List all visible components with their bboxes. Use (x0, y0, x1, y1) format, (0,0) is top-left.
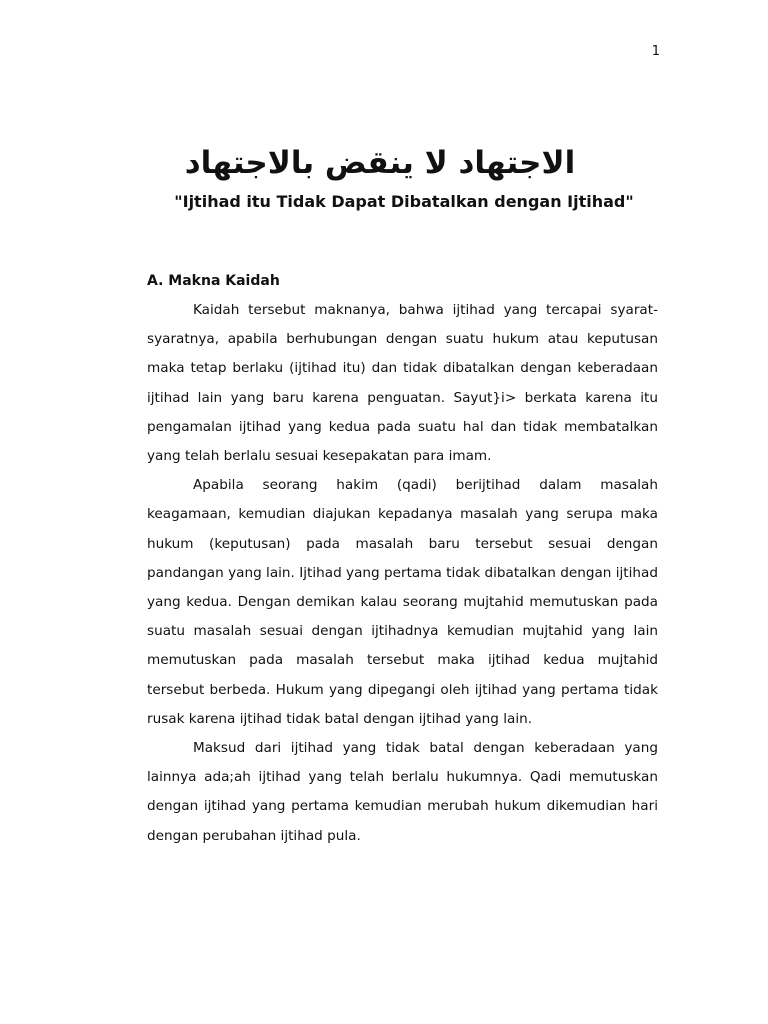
paragraph: Kaidah tersebut maknanya, bahwa ijtihad yang tercapai syarat-syaratnya, apabila berhubungan dengan suatu hukum atau keputusan maka tetap berlaku (ijtihad itu) dan tidak dibatalkan dengan keberadaan ijtihad lain yang baru karena penguatan. Sayut}i> berkata karena itu pengamalan ijtihad yang kedua pada suatu hal dan tidak membatalkan yang telah berlalu sesuai kesepakatan para imam. (147, 302, 658, 465)
paragraph: Maksud dari ijtihad yang tidak batal dengan keberadaan yang lainnya ada;ah ijtihad yang telah berlalu hukumnya. Qadi memutuskan dengan ijtihad yang pertama kemudian merubah hukum dikemudian hari dengan perubahan ijtihad pula. (147, 740, 658, 844)
arabic-title: الاجتهاد لا ينقض بالاجتهاد (184, 145, 576, 181)
section-body (147, 296, 658, 851)
section-heading: A. Makna Kaidah (147, 273, 280, 289)
title-translation: "Ijtihad itu Tidak Dapat Dibatalkan dengan Ijtihad" (174, 192, 634, 211)
page-number: 1 (651, 44, 660, 59)
paragraph: Apabila seorang hakim (qadi) berijtihad dalam masalah keagamaan, kemudian diajukan kepadanya masalah yang serupa maka hukum (keputusan) pada masalah baru tersebut sesuai dengan pandangan yang lain. Ijtihad yang pertama tidak dibatalkan dengan ijtihad yang kedua. Dengan demikan kalau seorang mujtahid memutuskan pada suatu masalah sesuai dengan ijtihadnya kemudian mujtahid yang lain memutuskan pada masalah tersebut maka ijtihad kedua mujtahid tersebut berbeda. Hukum yang dipegangi oleh ijtihad yang pertama tidak rusak karena ijtihad tidak batal dengan ijtihad yang lain. (147, 477, 658, 727)
